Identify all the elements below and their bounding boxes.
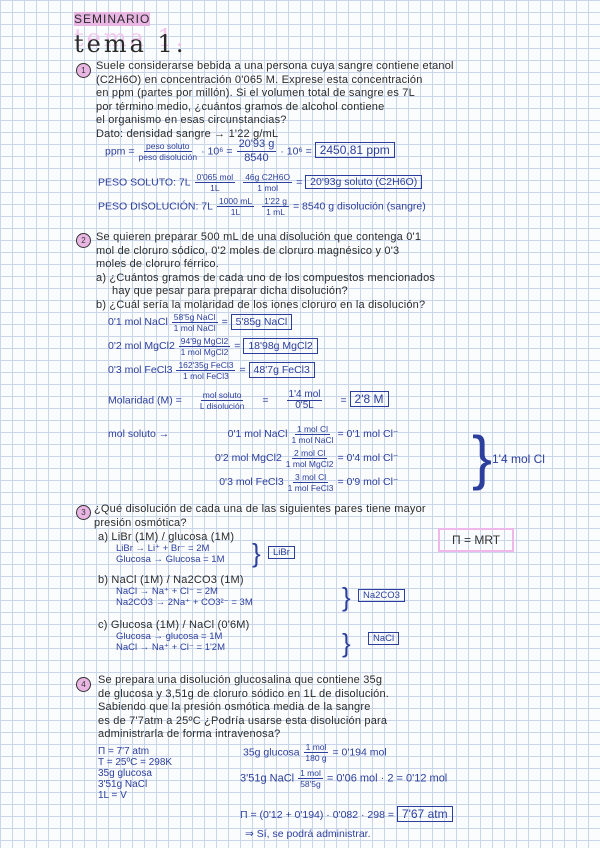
text-line: (C2H6O) en concentración 0'065 M. Exprese esta concentración — [96, 73, 423, 86]
den: 58'5g — [300, 779, 321, 789]
label: PESO SOLUTO: — [98, 176, 176, 189]
text: 3'51g NaCl — [240, 772, 295, 785]
num: 2 mol Cl — [294, 447, 326, 458]
num: 46g C2H6O — [245, 172, 291, 182]
den: L disolución — [199, 401, 245, 411]
answer-a: LiBr — [268, 546, 295, 559]
text: 7L — [178, 176, 191, 189]
text-line: Se prepara una disolución glucosalina que contiene 35g — [98, 674, 383, 686]
seminar-label: SEMINARIO — [74, 12, 151, 26]
text: · 10⁶ = — [280, 145, 312, 158]
num: 0'065 mol — [196, 172, 234, 182]
num: 94'9g MgCl2 — [180, 335, 229, 346]
text: = 0'06 mol · 2 = 0'12 mol — [326, 772, 448, 785]
text: Molaridad (M) = — [108, 394, 182, 407]
problem-2-statement — [96, 231, 435, 312]
reaction: Na2CO3 → 2Na⁺ + CO3²⁻ = 3M — [116, 597, 253, 608]
nacl-calc — [240, 768, 447, 789]
den: 1 mol FeCl3 — [287, 482, 334, 493]
text: = 0'194 mol — [332, 746, 387, 759]
text: 0'2 mol MgCl2 — [215, 452, 282, 464]
num: 58'5g NaCl — [173, 311, 216, 322]
text: 35g glucosa — [243, 746, 300, 759]
osmotic-formula: Π = MRT — [438, 528, 514, 552]
den: peso disolución — [138, 152, 198, 162]
molarity-result: 2'8 M — [350, 391, 389, 407]
part-title: b) NaCl (1M) / Na2CO3 (1M) — [98, 574, 244, 586]
den: 1 mol MgCl2 — [285, 458, 334, 469]
part-c — [98, 619, 250, 653]
part-a — [98, 531, 234, 565]
text-line: ¿Qué disolución de cada una de las siguientes pares tiene mayor — [94, 503, 426, 515]
mass-calculations — [108, 310, 318, 382]
glucose-calc — [243, 742, 387, 763]
num: 1 mol Cl — [296, 423, 329, 434]
question-a-cont: hay que pesar para preparar dicha disolución? — [112, 285, 348, 297]
text: 7L — [201, 200, 213, 213]
num: 1000 mL — [218, 196, 253, 206]
question-a: a) ¿Cuántos gramos de cada uno de los compuestos mencionados — [96, 271, 436, 284]
answer-b: Na2CO3 — [358, 589, 405, 602]
text-line: Se quieren preparar 500 mL de una disolución que contenga 0'1 — [96, 231, 422, 243]
part-title: a) LiBr (1M) / glucosa (1M) — [98, 531, 235, 543]
text: = 0'4 mol Cl⁻ — [337, 452, 399, 464]
den: 8540 — [244, 152, 269, 164]
brace-icon: } — [252, 538, 261, 568]
given: Π = 7'7 atm — [98, 746, 150, 757]
num: 1'4 mol — [288, 389, 321, 400]
part-b — [98, 574, 253, 608]
problem-4-statement — [98, 674, 389, 742]
problem-number-4: 4 — [76, 677, 91, 692]
soluto-result: 20'93g soluto (C2H6O) — [305, 175, 422, 189]
den: 180 g — [305, 753, 327, 763]
brace-icon: } — [342, 582, 351, 612]
result: 5'85g NaCl — [231, 314, 293, 330]
text: · 10⁶ = — [201, 145, 233, 158]
part-title: c) Glucosa (1M) / NaCl (0'6M) — [98, 619, 250, 631]
peso-soluto-row — [98, 172, 422, 193]
reaction: NaCl → Na⁺ + Cl⁻ = 2M — [116, 586, 218, 597]
num: 1 mol — [300, 768, 321, 778]
den: 1L — [230, 207, 241, 217]
chloride-row — [215, 446, 398, 470]
num: mol soluto — [202, 390, 242, 400]
chloride-total: 1'4 mol Cl — [492, 452, 545, 466]
problem-3-statement — [94, 503, 426, 530]
label: PESO DISOLUCIÓN: — [98, 200, 199, 213]
num: 1 mol — [305, 742, 327, 752]
reaction: Glucosa → Glucosa = 1M — [116, 554, 225, 565]
text: Π = (0'12 + 0'194) · 0'082 · 298 = — [240, 809, 394, 821]
text: 0'3 mol FeCl3 — [108, 364, 173, 376]
chloride-row — [215, 422, 398, 446]
text-line: el organismo en esas circunstancias? — [96, 114, 287, 126]
data-line: Dato: densidad sangre → 1'22 g/mL — [96, 127, 279, 140]
text: ppm = — [105, 145, 135, 158]
text-line: por término medio, ¿cuántos gramos de alcohol contiene — [96, 100, 385, 113]
molarity-equation: Molaridad (M) = $\frac{\text{mol soluto}}{\text{L disolución}}$ = $\frac{\text{1'4 mol}}{0'5L}$ = 2'8 M — [108, 390, 389, 411]
den: 1 mol — [257, 183, 279, 193]
answer-c: NaCl — [368, 632, 399, 645]
text-line: Sabiendo que la presión osmótica media de la sangre — [98, 701, 371, 713]
text: 0'1 mol NaCl — [108, 316, 168, 328]
problem-1-statement — [96, 60, 454, 141]
reaction: LiBr → Li⁺ + Br⁻ = 2M — [116, 543, 210, 554]
given: 35g glucosa — [98, 768, 152, 779]
text: 0'3 mol FeCl3 — [219, 476, 284, 488]
text-line: es de 7'7atm a 25ºC ¿Podría usarse esta disolución para — [98, 714, 388, 727]
text-line: moles de cloruro férrico. — [96, 258, 219, 270]
conclusion: ⇒ Sí, se podrá administrar. — [245, 828, 371, 840]
osmotic-pressure-calc — [240, 806, 453, 822]
givens-list — [98, 746, 172, 801]
peso-disolucion-row — [98, 196, 426, 217]
ppm-result: 2450,81 ppm — [315, 142, 395, 158]
result: 18'98g MgCl2 — [243, 338, 317, 354]
text-line: Suele considerarse bebida a una persona cuya sangre contiene etanol — [96, 60, 454, 72]
num: 162'35g FeCl3 — [178, 359, 234, 370]
reaction: NaCl → Na⁺ + Cl⁻ = 1'2M — [116, 642, 225, 653]
question-b: b) ¿Cuál sería la molaridad de los iones cloruro en la disolución? — [96, 298, 426, 311]
mass-row: 0'3 mol FeCl3 $\frac{\text{162'35g FeCl3}}{\text{1 mol FeCl3}}$ = 48'7g FeCl3 — [108, 358, 318, 382]
den: 1 mL — [266, 207, 285, 217]
den: 1L — [210, 183, 220, 193]
den: 1 mol FeCl3 — [183, 370, 229, 381]
ppm-equation — [105, 138, 395, 165]
brace-icon: } — [342, 628, 351, 658]
brace-icon: } — [472, 424, 493, 491]
problem-number-2: 2 — [76, 233, 91, 248]
den: 1 mol NaCl — [291, 434, 334, 445]
den: 1 mol NaCl — [173, 322, 216, 333]
chloride-row — [215, 470, 398, 494]
text: 0'2 mol MgCl2 — [108, 340, 175, 352]
topic-title: tema 1. — [74, 30, 187, 58]
text-line: en ppm (partes por millón). Si el volumen total de sangre es 7L — [96, 87, 415, 99]
text: = 0'9 mol Cl⁻ — [337, 476, 399, 488]
num: 1'22 g — [264, 196, 287, 206]
result: 48'7g FeCl3 — [249, 362, 315, 378]
text-line: administrarla de forma intravenosa? — [98, 728, 281, 740]
mol-soluto-label: mol soluto → — [108, 428, 170, 440]
mass-row: 0'2 mol MgCl2 $\frac{\text{94'9g MgCl2}}{\text{1 mol MgCl2}}$ = 18'98g MgCl2 — [108, 334, 318, 358]
text: = 0'1 mol Cl⁻ — [337, 428, 399, 440]
text-line: mol de cloruro sódico, 0'2 moles de cloruro magnésico y 0'3 — [96, 244, 400, 257]
text-line: de glucosa y 3,51g de cloruro sódico en 1L de disolución. — [98, 687, 390, 700]
given: 1L = V — [98, 790, 127, 801]
reaction: Glucosa → glucosa = 1M — [116, 631, 223, 642]
den: 1 mol MgCl2 — [180, 346, 229, 357]
mass-row: 0'1 mol NaCl $\frac{\text{58'5g NaCl}}{\text{1 mol NaCl}}$ = 5'85g NaCl — [108, 310, 318, 334]
chloride-rows — [215, 422, 398, 494]
disolucion-result: = 8540 g disolución (sangre) — [292, 200, 426, 213]
text: = — [296, 176, 303, 189]
problem-number-1: 1 — [76, 63, 91, 78]
problem-number-3: 3 — [76, 505, 91, 520]
text: 0'1 mol NaCl — [227, 428, 288, 440]
den: 0'5L — [295, 400, 314, 411]
given: T = 25ºC = 298K — [98, 757, 173, 768]
given: 3'51g NaCl — [98, 779, 148, 790]
num: peso soluto — [146, 141, 190, 151]
num: 3 mol Cl — [294, 471, 327, 482]
num: 20'93 g — [238, 138, 275, 150]
text-line: presión osmótica? — [94, 516, 187, 529]
pressure-result: 7'67 atm — [397, 806, 453, 822]
